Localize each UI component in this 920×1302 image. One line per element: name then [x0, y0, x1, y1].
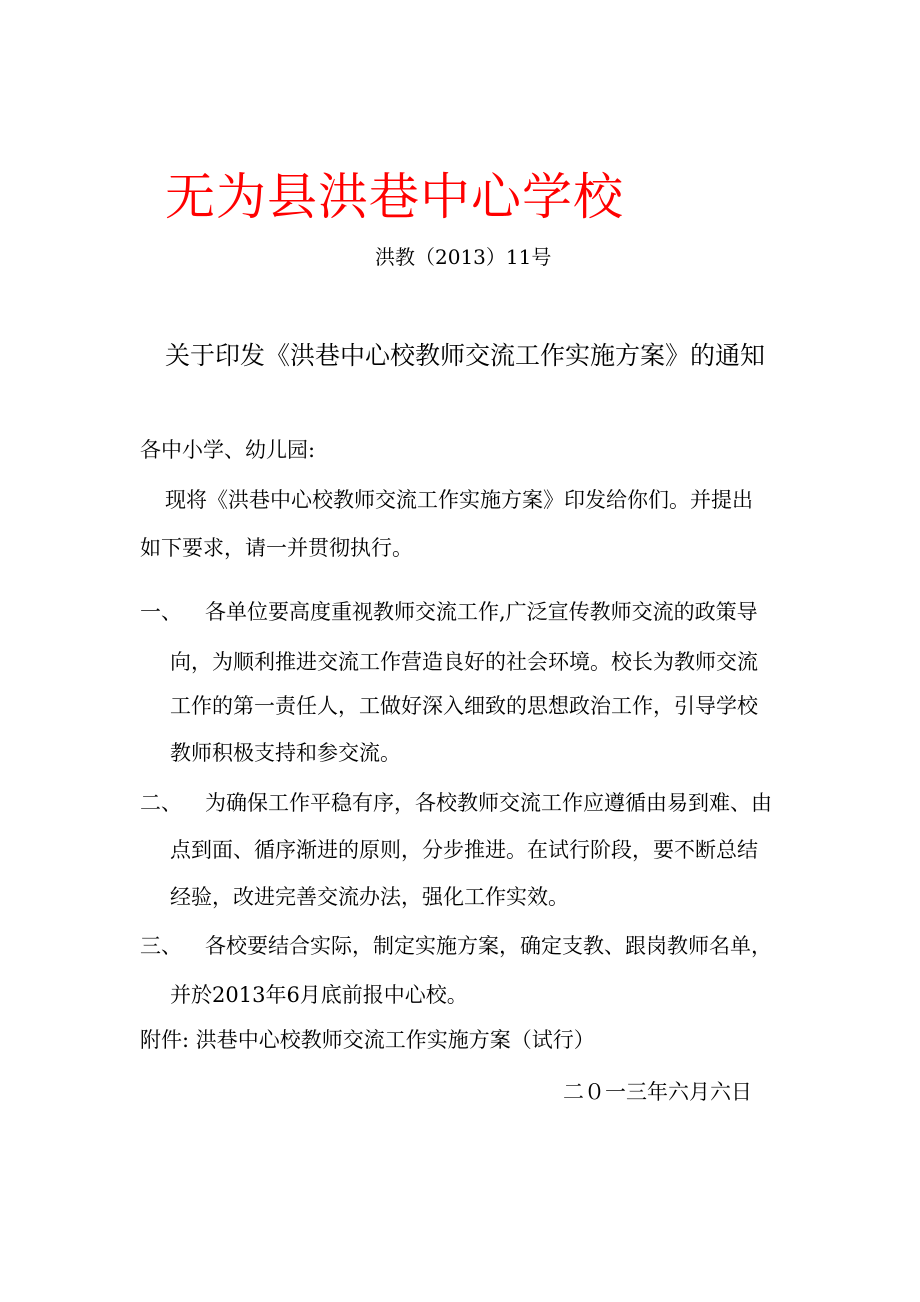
item-line: 并於2013年6月底前报中心校。 [170, 983, 468, 1007]
item-line: 经验，改进完善交流办法，强化工作实效。 [170, 885, 569, 909]
salutation: 各中小学、幼儿园: [140, 438, 316, 462]
item-marker: 二、 [140, 791, 182, 815]
item-line: 工作的第一责任人，工做好深入细致的思想政治工作，引导学校 [170, 694, 758, 718]
intro-line: 现将《洪巷中心校教师交流工作实施方案》印发给你们。并提出 [165, 488, 753, 512]
item-line: 为确保工作平稳有序，各校教师交流工作应遵循由易到难、由 [205, 791, 772, 815]
item-line: 各校要结合实际，制定实施方案，确定支教、跟岗教师名单， [205, 934, 772, 958]
item-line: 点到面、循序渐进的原则，分步推进。在试行阶段，要不断总结 [170, 838, 758, 862]
attachment-note: 附件: 洪巷中心校教师交流工作实施方案（试行） [140, 1028, 595, 1052]
item-line: 各单位要高度重视教师交流工作,广泛宣传教师交流的政策导 [205, 600, 758, 624]
org-title: 无为县洪巷中心学校 [165, 168, 624, 226]
item-line: 向，为顺利推进交流工作营造良好的社会环境。校长为教师交流 [170, 650, 758, 674]
doc-number: 洪教（2013）11号 [375, 245, 552, 269]
issue-date: 二０一三年六月六日 [563, 1080, 752, 1104]
item-marker: 三、 [140, 934, 182, 958]
item-line: 教师积极支持和参交流。 [170, 741, 401, 765]
item-marker: 一、 [140, 600, 182, 624]
notice-title: 关于印发《洪巷中心校教师交流工作实施方案》的通知 [165, 341, 766, 370]
intro-line: 如下要求，请一并贯彻执行。 [140, 536, 413, 560]
